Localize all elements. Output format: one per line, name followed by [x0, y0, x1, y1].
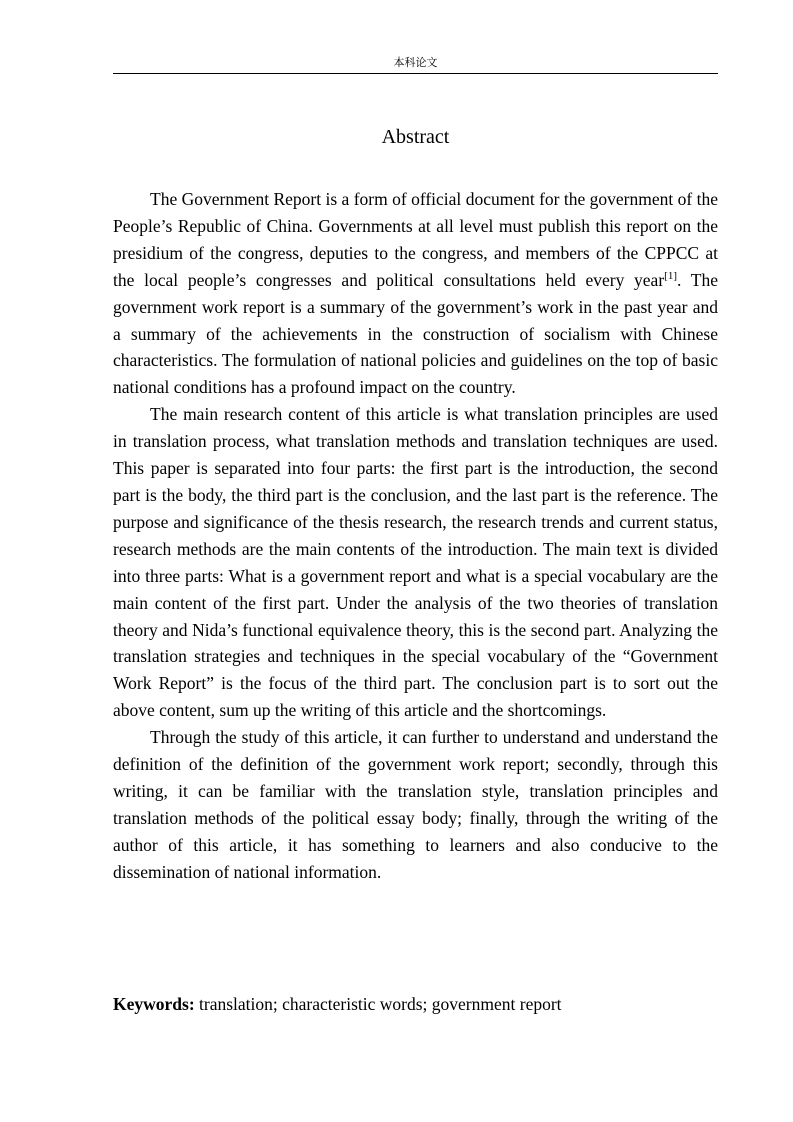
abstract-paragraph-1: [113, 186, 718, 401]
keywords-value: translation; characteristic words; government report: [194, 994, 562, 1014]
abstract-body: [113, 186, 718, 886]
running-header: 本科论文: [393, 56, 438, 69]
abstract-title: Abstract: [381, 126, 450, 148]
keywords-label: Keywords:: [113, 994, 195, 1014]
abstract-paragraph-3: Through the study of this article, it can further to understand and understand the definition of the definition of the government work report; secondly, through this writing, it can be familiar with the translation style, translation principles and translation methods of the political essay body; finally, through the writing of the author of this article, it has something to learners and also conducive to the dissemination of national information.: [113, 727, 718, 882]
paragraph-1-text-b: . The government work report is a summary of the government’s work in the past year and a summary of the achievements in the construction of socialism with Chinese characteristics. The formulation of national policies and guidelines on the top of basic national conditions has a profound impact on the country.: [113, 269, 718, 398]
abstract-paragraph-2: The main research content of this article is what translation principles are used in translation process, what translation methods and translation techniques are used. This paper is separated into four parts: the first part is the introduction, the second part is the body, the third part is the conclusion, and the last part is the reference. The purpose and significance of the thesis research, the research trends and current status, research methods are the main contents of the introduction. The main text is divided into three parts: What is a government report and what is a special vocabulary are the main content of the first part. Under the analysis of the two theories of translation theory and Nida’s functional equivalence theory, this is the second part. Analyzing the translation strategies and techniques in the special vocabulary of the “Government Work Report” is the focus of the third part. The conclusion part is to sort out the above content, sum up the writing of this article and the shortcomings.: [113, 404, 718, 721]
citation-marker: [1]: [664, 269, 677, 282]
keywords-line: [113, 991, 718, 1017]
paragraph-1-text-a: The Government Report is a form of official document for the government of the People’s Republic of China. Governments at all level must publish this report on the presidium of the congress, deputies to the congress, and members of the CPPCC at the local people’s congresses and political consultations held every year: [113, 189, 718, 290]
header-rule: [113, 73, 718, 74]
